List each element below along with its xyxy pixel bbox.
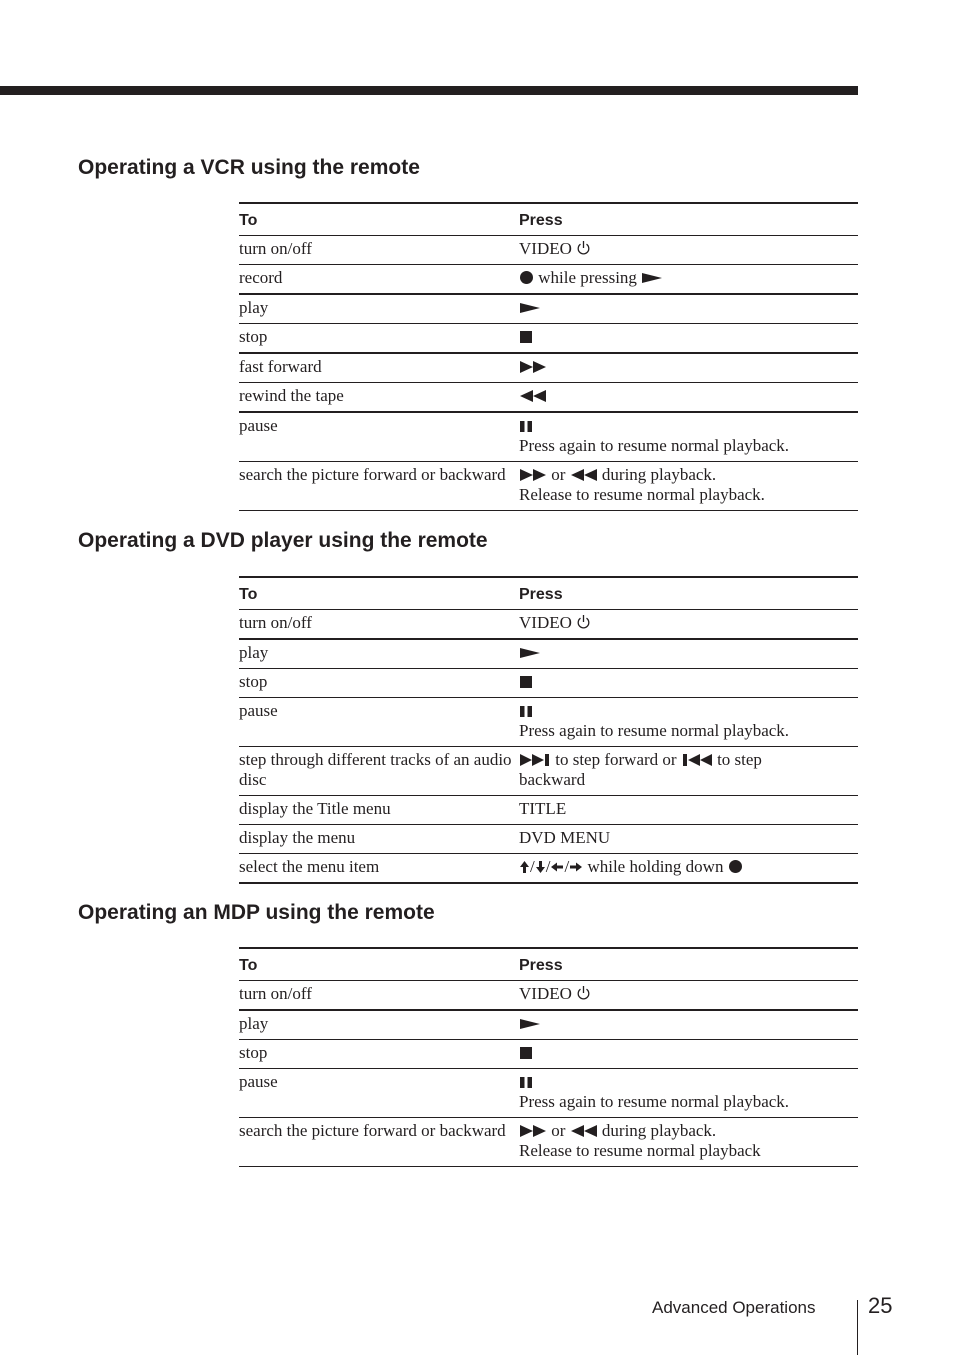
dvd-table xyxy=(239,576,858,884)
to-cell: play xyxy=(239,294,519,324)
table-row xyxy=(239,1118,858,1167)
press-cell: TITLE xyxy=(519,796,858,825)
power-icon xyxy=(576,614,591,630)
arrow-right-icon xyxy=(569,860,583,874)
table-row xyxy=(239,610,858,640)
to-cell: play xyxy=(239,639,519,669)
section-title: Operating a DVD player using the remote xyxy=(78,529,488,552)
fast-forward-icon xyxy=(519,1124,547,1138)
stop-icon xyxy=(519,675,533,689)
play-icon xyxy=(519,301,541,315)
press-cell: Press again to resume normal playback. xyxy=(519,698,858,747)
table-header xyxy=(239,203,858,236)
press-cell xyxy=(519,669,858,698)
play-icon xyxy=(641,271,663,285)
rewind-icon xyxy=(519,389,547,403)
press-cell xyxy=(519,324,858,354)
power-icon xyxy=(576,985,591,1001)
column-header-press: Press xyxy=(519,203,858,236)
pause-icon xyxy=(519,705,533,718)
table-row xyxy=(239,747,858,796)
footer-section-label: Advanced Operations xyxy=(652,1298,816,1317)
table-row xyxy=(239,698,858,747)
to-cell: stop xyxy=(239,1040,519,1069)
to-cell: turn on/off xyxy=(239,610,519,640)
table-row xyxy=(239,353,858,383)
rewind-icon xyxy=(570,1124,598,1138)
table-row xyxy=(239,236,858,265)
to-cell: turn on/off xyxy=(239,236,519,265)
table-row xyxy=(239,265,858,295)
column-header-to: To xyxy=(239,203,519,236)
to-cell: pause xyxy=(239,1069,519,1118)
arrow-down-icon xyxy=(535,860,546,874)
table-row xyxy=(239,1069,858,1118)
record-icon xyxy=(728,859,743,874)
press-cell: DVD MENU xyxy=(519,825,858,854)
to-cell: pause xyxy=(239,698,519,747)
press-cell xyxy=(519,294,858,324)
table-row xyxy=(239,854,858,884)
to-cell: fast forward xyxy=(239,353,519,383)
press-cell: / / / while holding down xyxy=(519,854,858,884)
table-header xyxy=(239,948,858,981)
table-row xyxy=(239,324,858,354)
record-icon xyxy=(519,270,534,285)
fast-forward-icon xyxy=(519,468,547,482)
power-icon xyxy=(576,240,591,256)
to-cell: stop xyxy=(239,669,519,698)
press-cell: while pressing xyxy=(519,265,858,295)
press-cell: VIDEO xyxy=(519,610,858,640)
press-cell: VIDEO xyxy=(519,981,858,1011)
to-cell: turn on/off xyxy=(239,981,519,1011)
to-cell: step through different tracks of an audio disc xyxy=(239,747,519,796)
footer-divider xyxy=(857,1300,858,1355)
press-cell: to step forward or to step backward xyxy=(519,747,858,796)
press-cell: or during playback. Release to resume normal playback. xyxy=(519,462,858,511)
press-cell xyxy=(519,353,858,383)
table-row xyxy=(239,796,858,825)
to-cell: search the picture forward or backward xyxy=(239,1118,519,1167)
stop-icon xyxy=(519,1046,533,1060)
to-cell: select the menu item xyxy=(239,854,519,884)
press-cell xyxy=(519,383,858,413)
table-row xyxy=(239,462,858,511)
table-row xyxy=(239,412,858,462)
next-track-icon xyxy=(519,753,551,767)
press-cell: Press again to resume normal playback. xyxy=(519,1069,858,1118)
to-cell: display the Title menu xyxy=(239,796,519,825)
table-row xyxy=(239,383,858,413)
top-rule xyxy=(0,86,858,95)
play-icon xyxy=(519,646,541,660)
pause-icon xyxy=(519,1076,533,1089)
press-cell: or during playback. Release to resume normal playback xyxy=(519,1118,858,1167)
page-number: 25 xyxy=(868,1293,893,1318)
table-row xyxy=(239,294,858,324)
play-icon xyxy=(519,1017,541,1031)
mdp-table xyxy=(239,947,858,1167)
press-cell xyxy=(519,1040,858,1069)
to-cell: record xyxy=(239,265,519,295)
table-header xyxy=(239,577,858,610)
column-header-to: To xyxy=(239,577,519,610)
arrow-left-icon xyxy=(550,860,564,874)
pause-icon xyxy=(519,420,533,433)
arrow-up-icon xyxy=(519,860,530,874)
table-row xyxy=(239,669,858,698)
press-cell: VIDEO xyxy=(519,236,858,265)
press-cell: Press again to resume normal playback. xyxy=(519,412,858,462)
table-row xyxy=(239,1010,858,1040)
table-row xyxy=(239,1040,858,1069)
stop-icon xyxy=(519,330,533,344)
vcr-table xyxy=(239,202,858,511)
section-title: Operating an MDP using the remote xyxy=(78,901,435,924)
press-cell xyxy=(519,1010,858,1040)
to-cell: stop xyxy=(239,324,519,354)
to-cell: display the menu xyxy=(239,825,519,854)
section-title: Operating a VCR using the remote xyxy=(78,156,420,179)
to-cell: rewind the tape xyxy=(239,383,519,413)
table-row xyxy=(239,981,858,1011)
to-cell: search the picture forward or backward xyxy=(239,462,519,511)
table-row xyxy=(239,825,858,854)
to-cell: pause xyxy=(239,412,519,462)
column-header-to: To xyxy=(239,948,519,981)
table-row xyxy=(239,639,858,669)
previous-track-icon xyxy=(681,753,713,767)
fast-forward-icon xyxy=(519,360,547,374)
column-header-press: Press xyxy=(519,948,858,981)
to-cell: play xyxy=(239,1010,519,1040)
rewind-icon xyxy=(570,468,598,482)
press-cell xyxy=(519,639,858,669)
column-header-press: Press xyxy=(519,577,858,610)
